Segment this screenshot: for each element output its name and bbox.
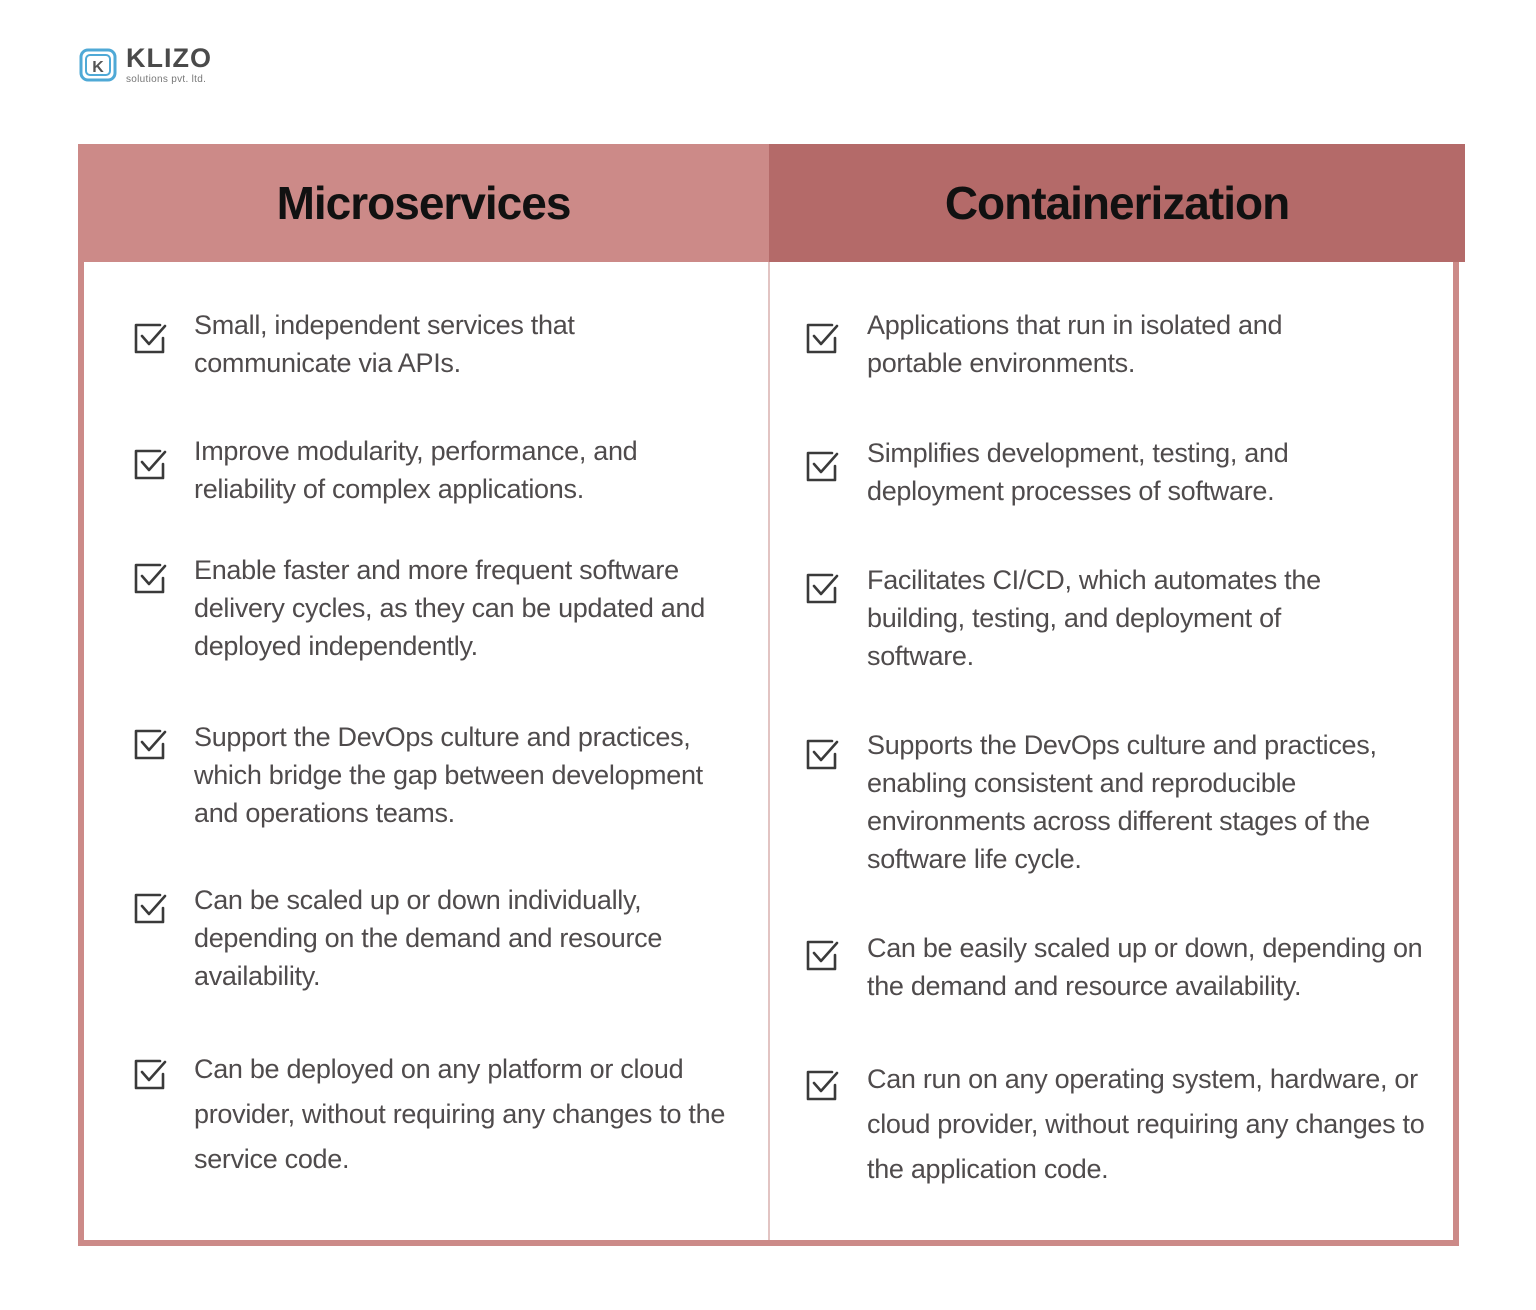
checkbox-icon (804, 937, 840, 973)
klizo-logo-icon (78, 45, 118, 85)
item-text: Can be scaled up or down individually, depending on the demand and resource availability. (194, 885, 663, 991)
checkbox-icon (804, 448, 840, 484)
comparison-table (78, 144, 1459, 1246)
item-text: Enable faster and more frequent software delivery cycles, as they can be updated and deployed independently. (194, 555, 705, 661)
checkbox-icon (132, 1056, 168, 1092)
item-text: Applications that run in isolated and portable environments. (867, 310, 1283, 378)
item-text: Can run on any operating system, hardware, or cloud provider, without requiring any changes to the application code. (867, 1064, 1425, 1184)
checkbox-icon (132, 560, 168, 596)
checkbox-icon (132, 320, 168, 356)
logo-letter: K (92, 59, 104, 76)
item-text: Can be deployed on any platform or cloud provider, without requiring any changes to the service code. (194, 1054, 726, 1174)
brand-name: KLIZO (126, 43, 212, 73)
checkbox-icon (132, 446, 168, 482)
column-title-containerization: Containerization (944, 177, 1290, 229)
item-text: Support the DevOps culture and practices, which bridge the gap between development and operations teams. (194, 722, 703, 828)
checkbox-icon (804, 736, 840, 772)
item-text: Supports the DevOps culture and practices, enabling consistent and reproducible environments across different stages of the software life cycle. (867, 730, 1377, 874)
column-title-microservices: Microservices (276, 177, 571, 229)
brand-logo (78, 44, 212, 86)
item-text: Simplifies development, testing, and deployment processes of software. (867, 438, 1289, 506)
checkbox-icon (132, 726, 168, 762)
brand-tagline: solutions pvt. ltd. (126, 74, 207, 85)
header-microservices (78, 144, 769, 262)
checkbox-icon (804, 1067, 840, 1103)
item-text: Facilitates CI/CD, which automates the building, testing, and deployment of software. (867, 565, 1321, 671)
column-divider (768, 262, 770, 1240)
item-text: Improve modularity, performance, and reliability of complex applications. (194, 436, 638, 504)
item-text: Can be easily scaled up or down, depending on the demand and resource availability. (867, 933, 1423, 1001)
item-text: Small, independent services that communicate via APIs. (194, 310, 575, 378)
checkbox-icon (804, 320, 840, 356)
checkbox-icon (132, 890, 168, 926)
header-containerization (769, 144, 1465, 262)
checkbox-icon (804, 570, 840, 606)
